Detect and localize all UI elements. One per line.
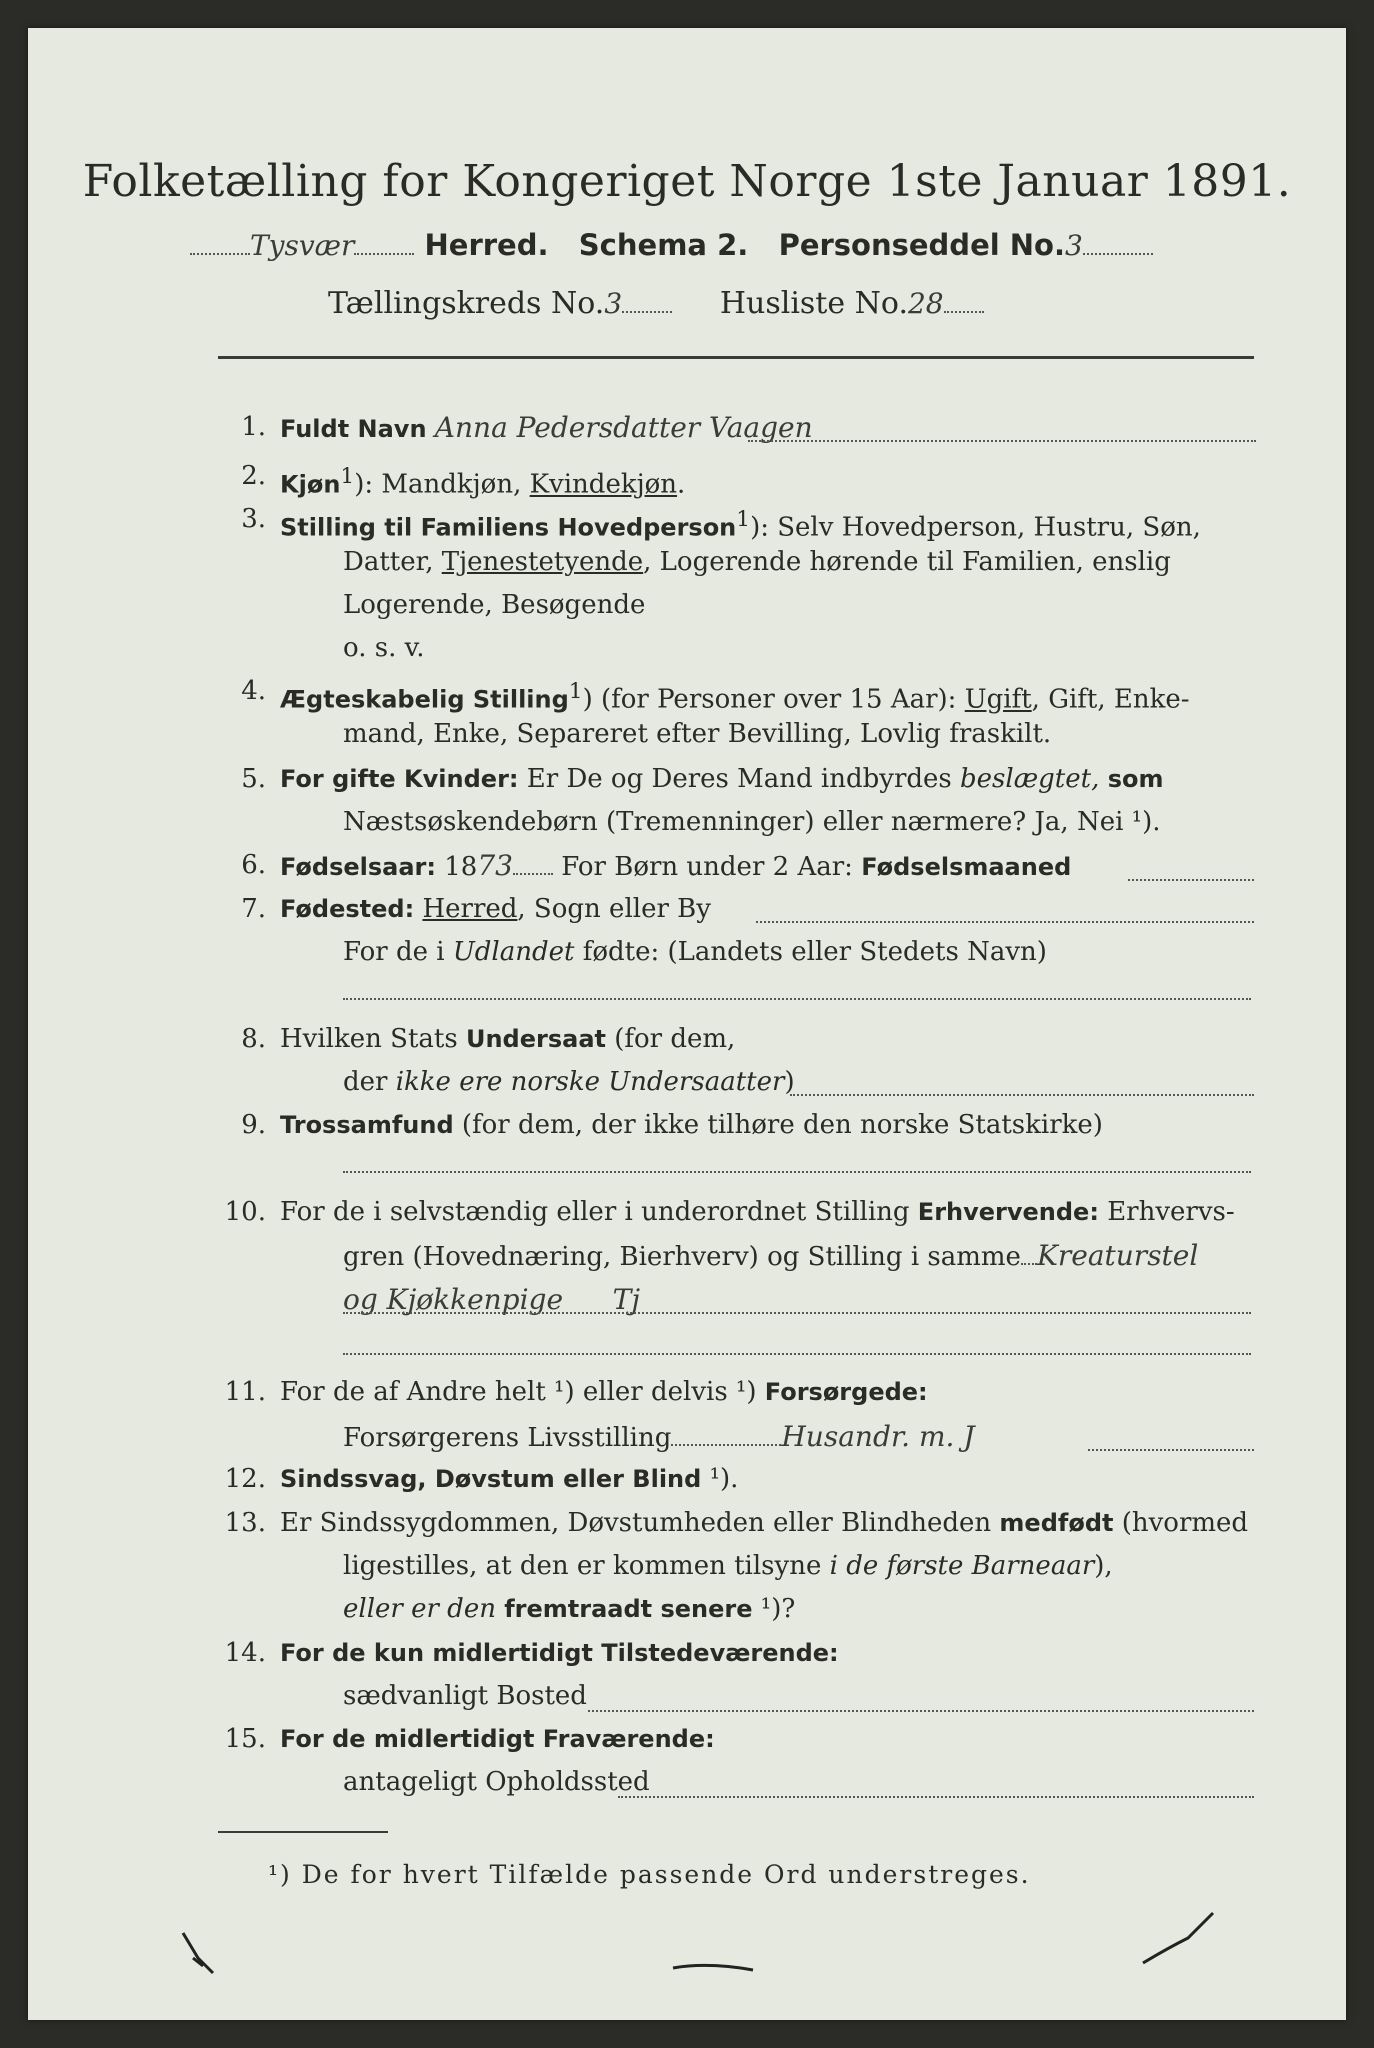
- item-label: Fødselsaar:: [280, 853, 436, 881]
- item-label: For gifte Kvinder:: [280, 765, 519, 793]
- erhverv-value-1: Kreaturstel: [1036, 1239, 1199, 1272]
- header-divider: [218, 356, 1254, 359]
- item-number: 5.: [241, 764, 266, 794]
- kreds-value: 3: [604, 287, 623, 320]
- item-label: Forsørgede:: [764, 1378, 928, 1406]
- pen-mark-icon: [178, 1928, 238, 1978]
- fodselsaar-value: 73: [477, 849, 513, 882]
- item-number: 2.: [241, 461, 266, 491]
- item-label: Kjøn: [280, 470, 341, 499]
- dotted-line: [1088, 1449, 1254, 1451]
- ink-blot-icon: [668, 1958, 758, 1978]
- dotted-line: [343, 1312, 1251, 1314]
- form-title: Folketælling for Kongeriget Norge 1ste Januar 1891.: [82, 156, 1292, 207]
- footnote: ¹) De for hvert Tilfælde passende Ord understreges.: [268, 1860, 1031, 1889]
- item-label: Ægteskabelig Stilling: [280, 685, 569, 714]
- census-form-page: Folketælling for Kongeriget Norge 1ste Januar 1891. Tysvær Herred. Schema 2. Personseddel No.3 Tællingskreds No.3 Husliste No.28 1. Fuldt Navn Anna Pedersdatter Vaagen 2. Kjøn$^1$): Mandkjøn, Kvindekjøn. 3. Stilling til Familiens Hovedperson$^1$): Selv Hovedperson, Hustru, Søn, Datter, Tjenestetyende, Logerende hørende til Familien, enslig Logerende, Besøgende o. s. v. 4. Ægteskabelig Stilling$^1$) (for Personer over 15 Aar): Ugift, Gift, Enke- mand, Enke, Separeret efter Bevilling, Lovlig fraskilt. 5. For gifte Kvinder: Er De og Deres Mand indbyrdes beslægtet, som Næstsøskendebørn (Tremenninger) eller nærmere? Ja, Nei ¹). 6. Fødselsaar: 1873 For Børn under 2 Aar: Fødselsmaaned 7. Fødested: Herred, Sogn eller By For de i Udlandet fødte: (Landets eller Stedets Navn) 8. Hvilken Stats Undersaat (for dem, der ikke ere norske Undersaatter) 9. Trossamfund (for dem, der ikke tilhøre den norske Statskirke) 10. For de i selvstændig eller i underordnet Stilling Erhvervende: Erhvervs- gren (Hovednæring, Bierhverv) og Stilling i samme Kreaturstel og Kjøkkenpige Tj 11. For de af Andre helt ¹) eller delvis ¹) Forsørgede: Forsørgerens Livsstilling Husandr. m. J 12. Sindssvag, Døvstum eller Blind ¹). 13. Er Sindssygdommen, Døvstumheden eller Blindheden medfødt (hvormed ligestilles, at den er kommen tilsyne i de første Barneaar), eller er den fremtraadt senere ¹)? 14. For de kun midlertidigt Tilstedeværende: sædvanligt Bosted 15. For de midlertidigt Fraværende: antageligt Opholdssted ¹) De for hvert Tilfælde passende Ord understreges.: [28, 28, 1346, 2020]
- underlined-option: Herred: [422, 894, 518, 924]
- item-number: 15.: [224, 1724, 266, 1754]
- item-number: 3.: [241, 504, 266, 534]
- fuldt-navn-value: Anna Pedersdatter Vaagen: [434, 411, 813, 444]
- forsorger-value: Husandr. m. J: [781, 1420, 975, 1453]
- husliste-value: 28: [907, 287, 944, 320]
- footnote-divider: [218, 1831, 388, 1833]
- item-label: Erhvervende:: [917, 1198, 1099, 1226]
- personseddel-value: 3: [1064, 229, 1083, 262]
- underlined-option: Ugift: [964, 684, 1032, 715]
- herred-label: Herred.: [424, 228, 549, 262]
- erhverv-value-3: Tj: [612, 1283, 641, 1316]
- item-label: Undersaat: [465, 1025, 606, 1053]
- dotted-line: [748, 440, 1256, 442]
- item-number: 13.: [224, 1508, 266, 1538]
- item-label: Sindssvag, Døvstum eller Blind: [280, 1465, 702, 1493]
- kreds-label: Tællingskreds No.: [328, 286, 605, 321]
- header-herred-row: [190, 228, 1153, 262]
- item-label: For de midlertidigt Fraværende:: [280, 1725, 715, 1753]
- item-number: 6.: [241, 850, 266, 880]
- dotted-line: [756, 921, 1254, 923]
- item-label: Stilling til Familiens Hovedperson: [280, 513, 737, 542]
- item-number: 1.: [241, 412, 266, 442]
- underlined-option: Kvindekjøn: [529, 469, 678, 500]
- pen-stroke-icon: [1138, 1908, 1218, 1968]
- herred-value: Tysvær: [250, 229, 355, 262]
- item-number: 8.: [241, 1024, 266, 1054]
- husliste-label: Husliste No.: [719, 286, 908, 321]
- dotted-line: [343, 998, 1251, 1000]
- dotted-line: [618, 1796, 1254, 1798]
- dotted-line: [588, 1710, 1254, 1712]
- erhverv-value-2: og Kjøkkenpige: [343, 1283, 564, 1316]
- dotted-line: [343, 1353, 1251, 1355]
- dotted-line: [1128, 879, 1254, 881]
- schema-label: Schema 2.: [578, 228, 749, 262]
- item-number: 14.: [224, 1638, 266, 1668]
- item-number: 12.: [224, 1464, 266, 1494]
- dotted-line: [343, 1171, 1251, 1173]
- item-label: medfødt: [999, 1509, 1114, 1537]
- item-label: Trossamfund: [280, 1111, 454, 1139]
- item-number: 9.: [241, 1110, 266, 1140]
- item-number: 4.: [241, 676, 266, 706]
- item-label: Fødested:: [280, 895, 415, 923]
- item-number: 10.: [224, 1197, 266, 1227]
- item-label: For de kun midlertidigt Tilstedeværende:: [280, 1639, 839, 1667]
- item-number: 7.: [241, 894, 266, 924]
- dotted-line: [790, 1094, 1254, 1096]
- item-number: 11.: [224, 1377, 266, 1407]
- item-label: Fuldt Navn: [280, 415, 427, 443]
- underlined-option: Tjenestetyende: [441, 547, 644, 577]
- header-kreds-row: [328, 286, 984, 321]
- personseddel-label: Personseddel No.: [778, 228, 1065, 262]
